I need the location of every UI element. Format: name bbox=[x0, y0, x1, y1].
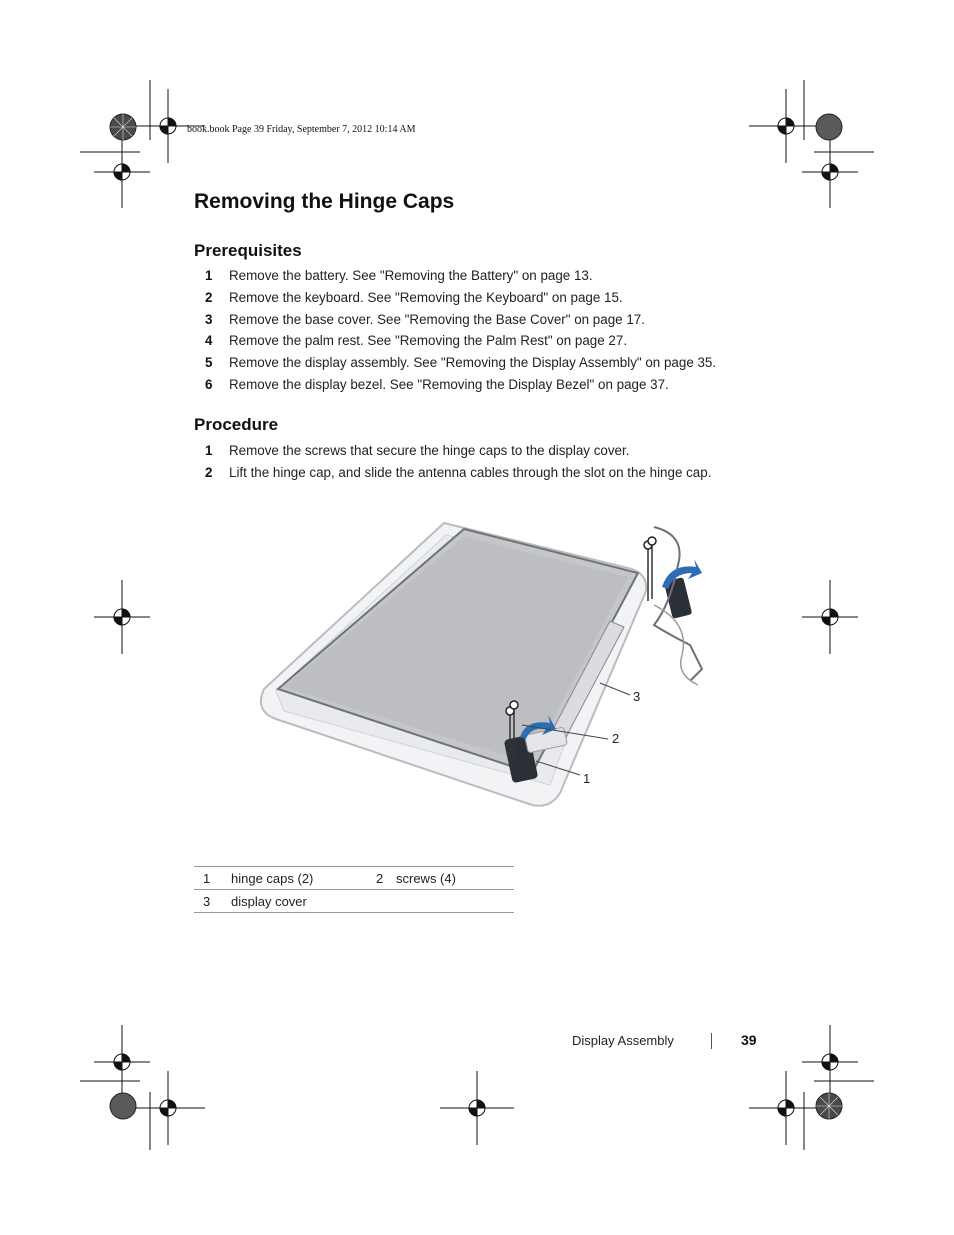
page-number: 39 bbox=[741, 1032, 757, 1048]
list-item bbox=[194, 462, 794, 484]
callout-number: 2 bbox=[612, 731, 620, 746]
step-text: Remove the battery. See "Removing the Battery" on page 13. bbox=[229, 268, 593, 283]
footer-section-name: Display Assembly bbox=[572, 1033, 674, 1048]
callout-label: display cover bbox=[231, 893, 307, 909]
list-item bbox=[194, 287, 794, 309]
step-number: 4 bbox=[205, 333, 213, 349]
table-row bbox=[194, 867, 514, 890]
step-number: 1 bbox=[205, 443, 213, 458]
step-number: 2 bbox=[205, 289, 213, 305]
prerequisites-list bbox=[194, 265, 794, 396]
step-number: 5 bbox=[205, 355, 213, 371]
list-item bbox=[194, 374, 794, 396]
step-text: Remove the display assembly. See "Removing the Display Assembly" on page 35. bbox=[229, 355, 717, 371]
list-item bbox=[194, 309, 794, 331]
print-header-note: book.book Page 39 Friday, September 7, 2012 10:14 AM bbox=[187, 124, 416, 135]
prerequisites-heading: Prerequisites bbox=[194, 241, 302, 260]
callout-label: hinge caps (2) bbox=[231, 870, 314, 886]
callout-num: 2 bbox=[376, 870, 384, 886]
table-row bbox=[194, 890, 514, 913]
page-title: Removing the Hinge Caps bbox=[194, 190, 455, 213]
step-text: Remove the keyboard. See "Removing the Keyboard" on page 15. bbox=[229, 289, 623, 305]
callout-num: 1 bbox=[203, 870, 211, 886]
callout-num: 3 bbox=[203, 893, 211, 909]
list-item bbox=[194, 265, 794, 287]
callout-number: 1 bbox=[583, 771, 591, 786]
step-number: 1 bbox=[205, 268, 213, 283]
step-number: 6 bbox=[205, 376, 213, 392]
step-text: Remove the palm rest. See "Removing the Palm Rest" on page 27. bbox=[229, 333, 628, 349]
callout-label: screws (4) bbox=[396, 870, 456, 886]
list-item bbox=[194, 352, 794, 374]
step-text: Remove the screws that secure the hinge caps to the display cover. bbox=[229, 443, 630, 458]
list-item bbox=[194, 440, 794, 462]
step-number: 3 bbox=[205, 311, 213, 327]
step-text: Remove the display bezel. See "Removing the Display Bezel" on page 37. bbox=[229, 376, 669, 392]
step-number: 2 bbox=[205, 464, 213, 480]
procedure-heading: Procedure bbox=[194, 415, 279, 434]
step-text: Remove the base cover. See "Removing the Base Cover" on page 17. bbox=[229, 311, 645, 327]
step-text: Lift the hinge cap, and slide the antenna cables through the slot on the hinge cap. bbox=[229, 464, 712, 480]
callout-table bbox=[194, 866, 514, 913]
callout-number: 3 bbox=[633, 689, 641, 704]
procedure-list bbox=[194, 440, 794, 484]
list-item bbox=[194, 330, 794, 352]
hinge-cap-removal-illustration bbox=[250, 505, 720, 825]
footer-separator bbox=[711, 1033, 712, 1049]
